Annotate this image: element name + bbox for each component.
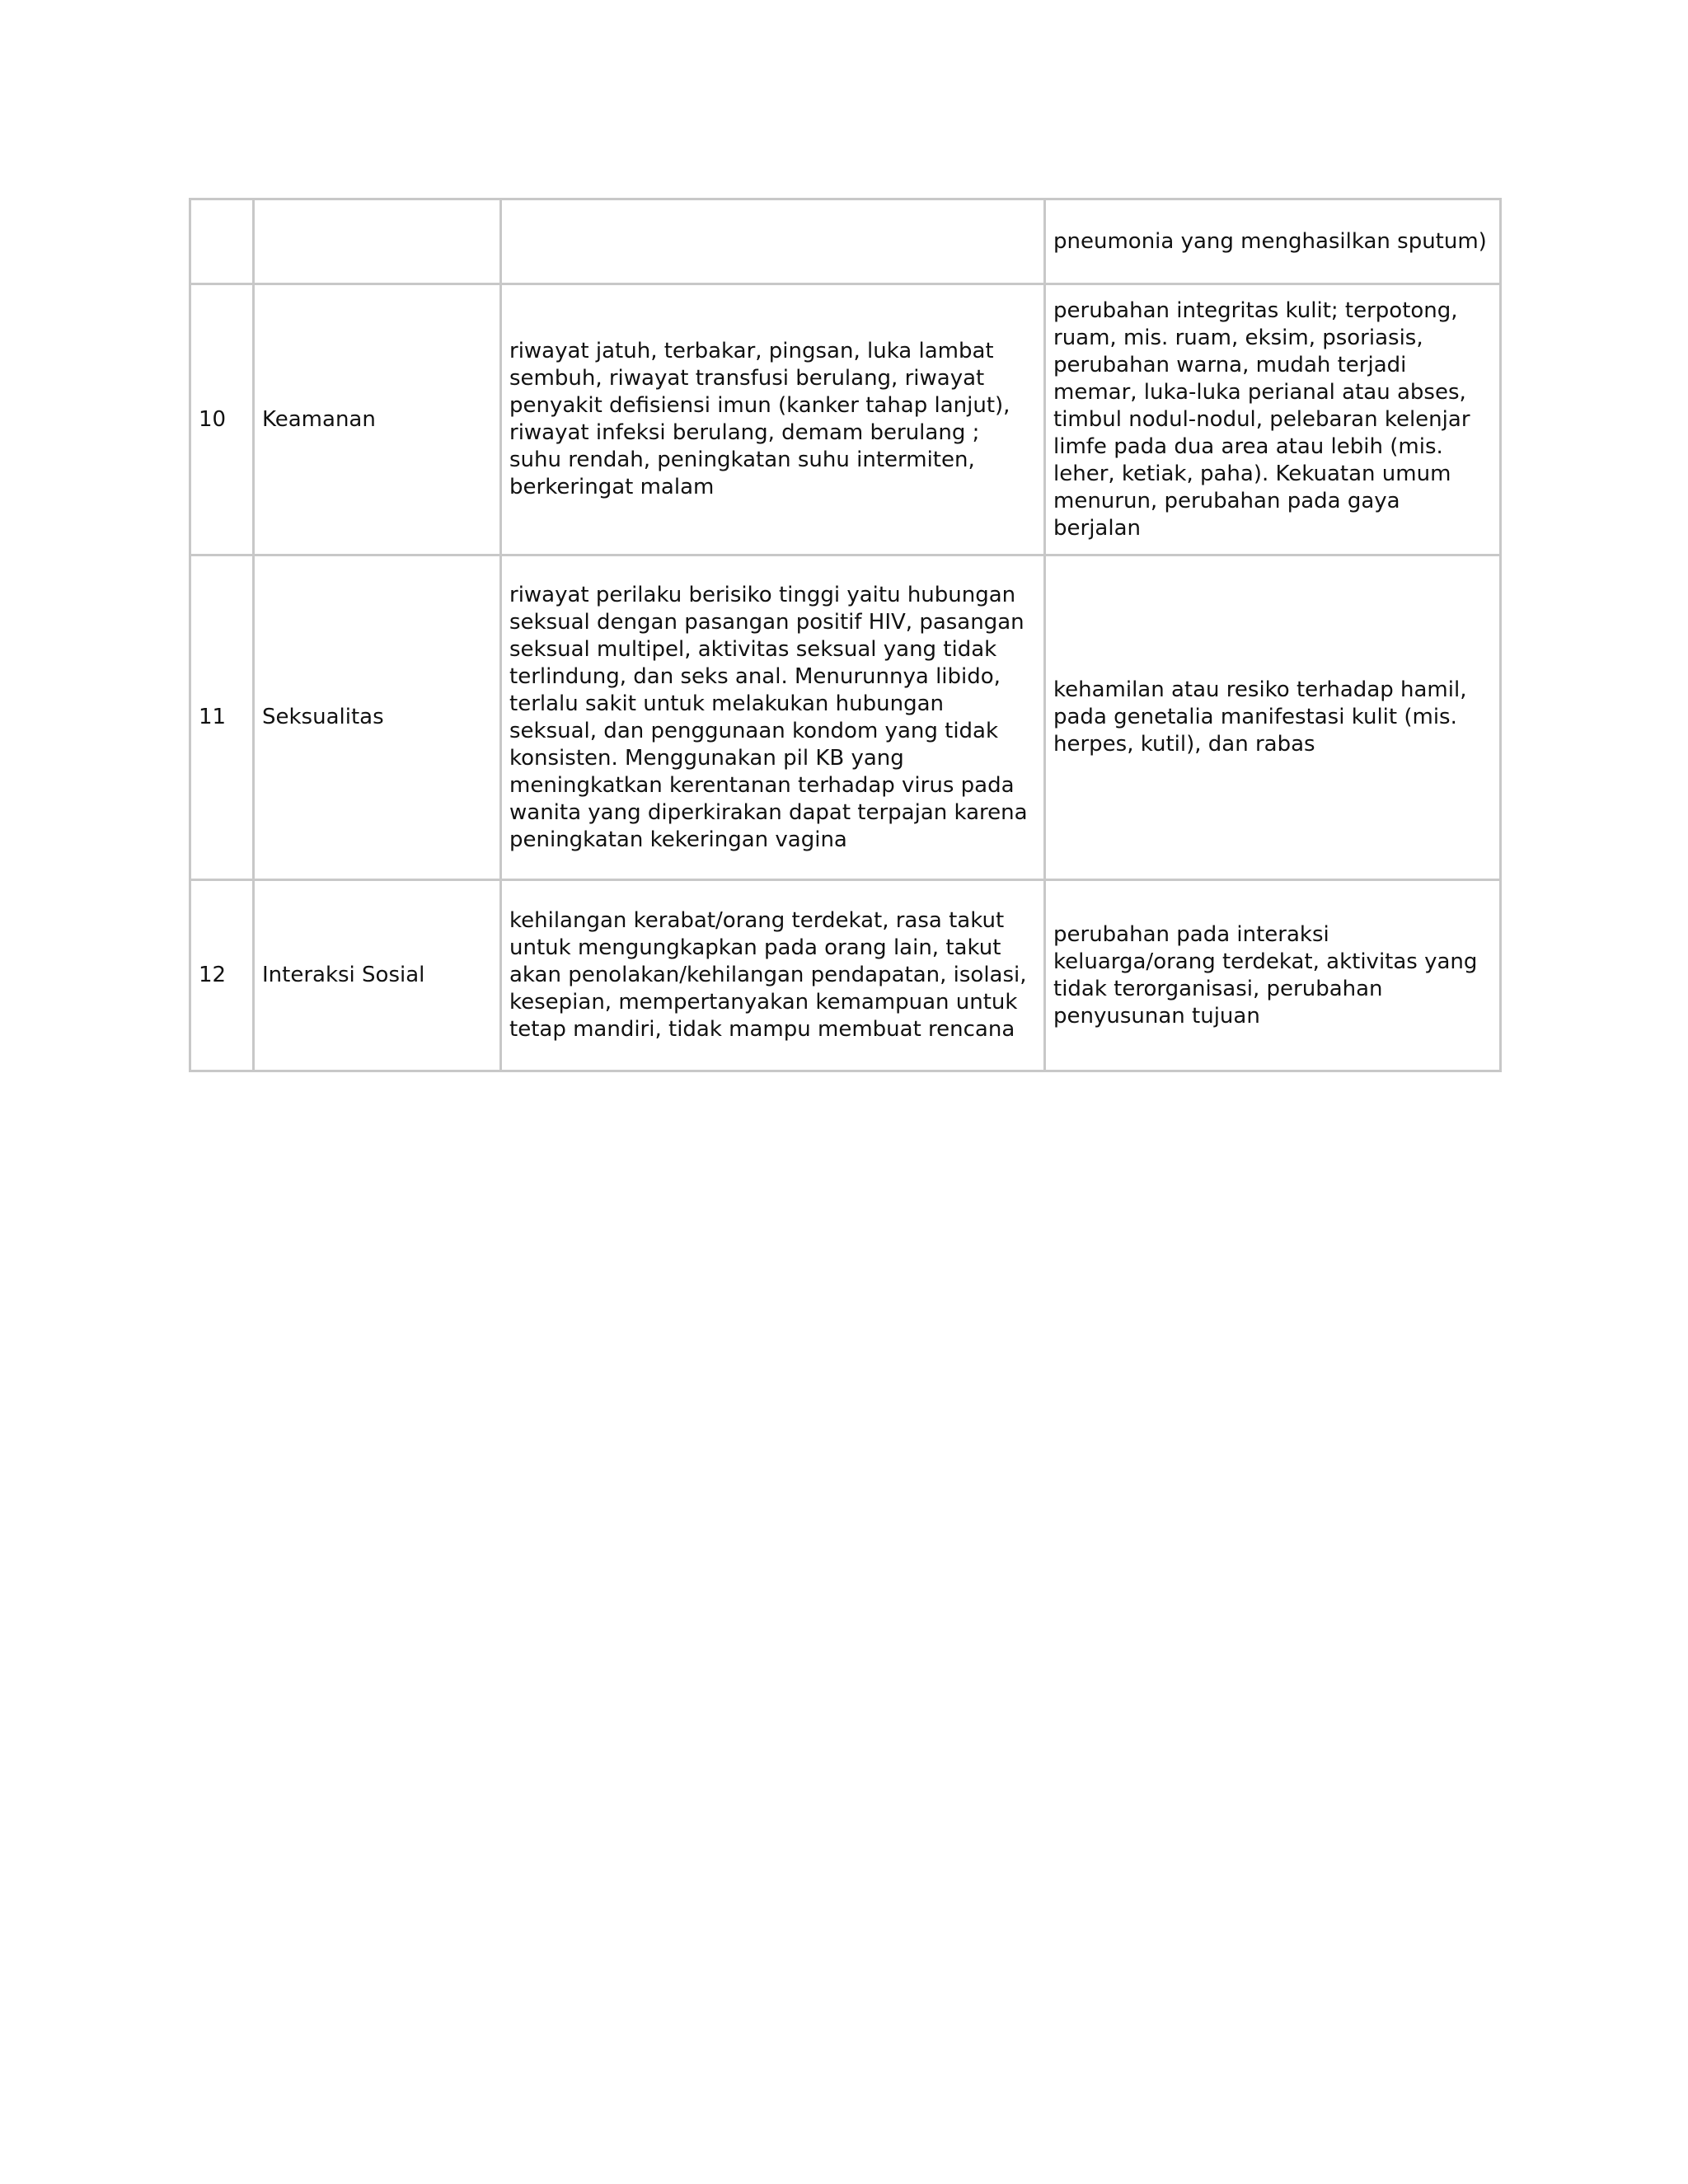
category-cell: Interaksi Sosial xyxy=(254,880,501,1071)
subjective-data-cell xyxy=(501,199,1045,284)
row-number-cell: 11 xyxy=(190,555,254,880)
objective-data-cell: perubahan integritas kulit; terpotong, ruam, mis. ruam, eksim, psoriasis, perubahan warna, mudah terjadi memar, luka-luka perianal atau abses, timbul nodul-nodul, pelebaran kelenjar limfe pada dua area atau lebih (mis. leher, ketiak, paha). Kekuatan umum menurun, perubahan pada gaya berjalan xyxy=(1045,284,1501,555)
subjective-data-cell: kehilangan kerabat/orang terdekat, rasa takut untuk mengungkapkan pada orang lain, takut akan penolakan/kehilangan pendapatan, isolasi, kesepian, mempertanyakan kemampuan untuk tetap mandiri, tidak mampu membuat rencana xyxy=(501,880,1045,1071)
table-row xyxy=(190,284,1501,555)
table-row xyxy=(190,555,1501,880)
row-number-cell xyxy=(190,199,254,284)
table-row xyxy=(190,880,1501,1071)
assessment-table xyxy=(189,198,1502,1072)
subjective-data-cell: riwayat perilaku berisiko tinggi yaitu hubungan seksual dengan pasangan positif HIV, pasangan seksual multipel, aktivitas seksual yang tidak terlindung, dan seks anal. Menurunnya libido, terlalu sakit untuk melakukan hubungan seksual, dan penggunaan kondom yang tidak konsisten. Menggunakan pil KB yang meningkatkan kerentanan terhadap virus pada wanita yang diperkirakan dapat terpajan karena peningkatan kekeringan vagina xyxy=(501,555,1045,880)
category-cell: Seksualitas xyxy=(254,555,501,880)
row-number-cell: 10 xyxy=(190,284,254,555)
row-number-cell: 12 xyxy=(190,880,254,1071)
category-cell xyxy=(254,199,501,284)
objective-data-cell: perubahan pada interaksi keluarga/orang terdekat, aktivitas yang tidak terorganisasi, perubahan penyusunan tujuan xyxy=(1045,880,1501,1071)
subjective-data-cell: riwayat jatuh, terbakar, pingsan, luka lambat sembuh, riwayat transfusi berulang, riwayat penyakit defisiensi imun (kanker tahap lanjut), riwayat infeksi berulang, demam berulang ; suhu rendah, peningkatan suhu intermiten, berkeringat malam xyxy=(501,284,1045,555)
table-row xyxy=(190,199,1501,284)
objective-data-cell: kehamilan atau resiko terhadap hamil, pada genetalia manifestasi kulit (mis. herpes, kutil), dan rabas xyxy=(1045,555,1501,880)
objective-data-cell: pneumonia yang menghasilkan sputum) xyxy=(1045,199,1501,284)
category-cell: Keamanan xyxy=(254,284,501,555)
